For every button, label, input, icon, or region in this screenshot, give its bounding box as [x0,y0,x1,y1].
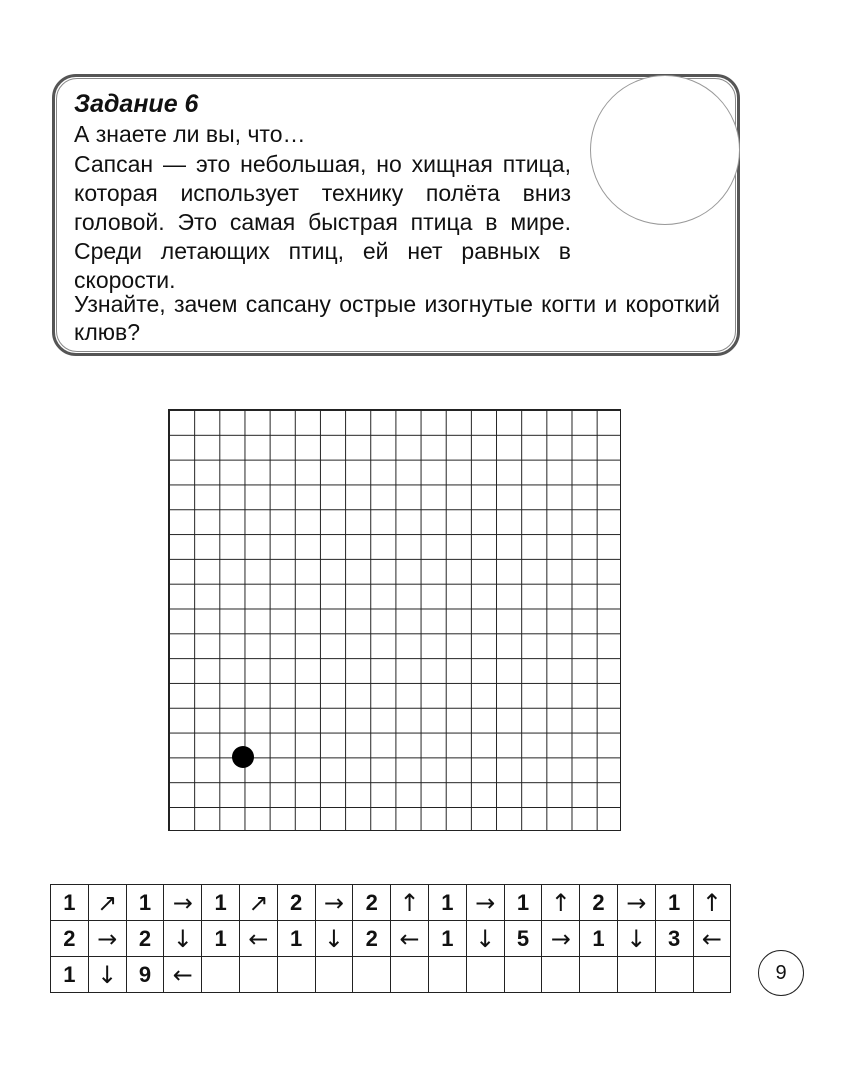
task-title: Задание 6 [74,90,199,118]
dictation-arrow-cell: ↓ [617,921,655,957]
dictation-count-cell: 9 [126,957,164,993]
task-question: Узнайте, зачем сапсану острые изогнутые когти и короткий клюв? [74,291,720,345]
dictation-arrow-cell [466,957,504,993]
dictation-arrow-cell: ↓ [88,957,126,993]
dictation-arrow-cell: → [542,921,580,957]
illustration-circle [590,75,740,225]
dictation-count-cell: 1 [51,885,89,921]
dictation-count-cell [580,957,618,993]
dictation-count-cell: 1 [504,885,542,921]
dictation-count-cell: 5 [504,921,542,957]
dictation-arrow-cell: → [617,885,655,921]
start-point-dot [232,746,254,768]
dictation-count-cell [353,957,391,993]
task-intro: А знаете ли вы, что… [74,121,306,147]
dictation-arrow-cell [315,957,353,993]
dictation-count-cell [504,957,542,993]
dictation-count-cell: 2 [51,921,89,957]
dictation-count-cell: 1 [126,885,164,921]
dictation-arrow-cell: ← [391,921,429,957]
dictation-arrow-cell: ↑ [693,885,731,921]
dictation-count-cell: 1 [580,921,618,957]
dictation-arrow-cell [617,957,655,993]
dictation-count-cell: 1 [655,885,693,921]
graphic-dictation-table [50,884,731,993]
dictation-count-cell [428,957,466,993]
dictation-count-cell: 2 [353,921,391,957]
task-paragraph: Сапсан — это небольшая, но хищная птица, которая использует технику полёта вниз головой. Это самая быстрая птица в мире. Среди летающих птиц, ей нет равных в скорости. [74,151,571,293]
dictation-count-cell: 2 [277,885,315,921]
dictation-arrow-cell: ↓ [466,921,504,957]
dictation-row [51,921,731,957]
dictation-arrow-cell: ← [693,921,731,957]
dictation-row [51,885,731,921]
dictation-arrow-cell: ↑ [391,885,429,921]
dictation-arrow-cell: ↗ [88,885,126,921]
drawing-grid[interactable] [168,409,621,831]
dictation-count-cell: 3 [655,921,693,957]
dictation-arrow-cell: ↓ [315,921,353,957]
page-number: 9 [758,950,804,996]
dictation-arrow-cell [693,957,731,993]
dictation-row [51,957,731,993]
dictation-arrow-cell: ↓ [164,921,202,957]
dictation-count-cell: 1 [277,921,315,957]
dictation-count-cell: 2 [126,921,164,957]
dictation-arrow-cell: → [164,885,202,921]
dictation-arrow-cell: → [466,885,504,921]
dictation-arrow-cell: ← [239,921,277,957]
dictation-count-cell: 2 [353,885,391,921]
dictation-arrow-cell: → [88,921,126,957]
dictation-count-cell [655,957,693,993]
dictation-count-cell: 1 [428,921,466,957]
dictation-count-cell: 1 [202,885,240,921]
dictation-arrow-cell: ↑ [542,885,580,921]
dictation-count-cell: 2 [580,885,618,921]
dictation-count-cell: 1 [202,921,240,957]
dictation-count-cell [277,957,315,993]
dictation-count-cell: 1 [428,885,466,921]
dictation-arrow-cell [542,957,580,993]
dictation-count-cell [202,957,240,993]
dictation-arrow-cell: → [315,885,353,921]
dictation-arrow-cell: ↗ [239,885,277,921]
dictation-arrow-cell [391,957,429,993]
dictation-count-cell: 1 [51,957,89,993]
dictation-arrow-cell [239,957,277,993]
dictation-arrow-cell: ← [164,957,202,993]
